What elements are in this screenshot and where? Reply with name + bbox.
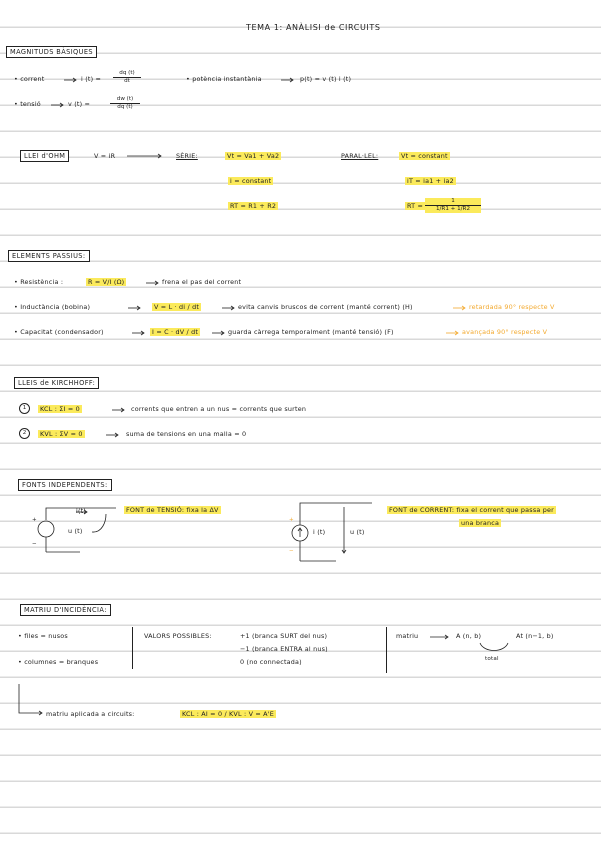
current-source-voltage: u (t): [350, 528, 365, 536]
valors-possibles-label: VALORS POSSIBLES:: [144, 632, 212, 640]
font-corrent-highlight-2: una branca: [461, 519, 500, 527]
kvl-desc: suma de tensions en una malla = 0: [126, 430, 247, 438]
font-corrent-highlight-1: FONT de CORRENT: fixa el corrent que passa per: [389, 506, 554, 514]
serie-resistance: RT = R1 + R2: [230, 202, 277, 210]
arrow-icon: [64, 78, 78, 82]
columnes-label: • columnes = branques: [18, 658, 99, 666]
current-plus-sign: +: [289, 517, 294, 523]
tensio-label: • tensió: [14, 100, 41, 108]
capacitat-label: • Capacitat (condensador): [14, 328, 104, 336]
kcl-formula: KCL : ΣI = 0: [40, 405, 80, 413]
inductancia-desc: evita canvis bruscos de corrent (manté corrent) (H): [238, 303, 413, 311]
parallel-voltage: Vt = constant: [401, 152, 448, 160]
font-tensio-highlight: FONT de TENSIÓ: fixa la ΔV: [126, 506, 219, 514]
section-header-matriu: MATRIU D'INCIDÈNCIA:: [20, 604, 111, 616]
arrow-icon: [222, 306, 236, 310]
matrix-at: At (n−1, b): [516, 632, 554, 640]
resistencia-formula: R = V/I (Ω): [88, 278, 125, 286]
corner-arrow-icon: [18, 684, 46, 718]
corrent-denominator: dt: [124, 78, 130, 84]
resistencia-label: • Resistència :: [14, 278, 64, 286]
arrow-icon: [51, 103, 65, 107]
valor-plus-one: +1 (branca SURT del nus): [240, 632, 328, 640]
total-label: total: [485, 656, 499, 662]
voltage-plus-sign: +: [32, 517, 37, 523]
orange-arrow-icon: [446, 331, 460, 335]
parallel-resistance-den: 1/R1 + 1/R2: [435, 206, 471, 212]
files-label: • files = nusos: [18, 632, 68, 640]
tensio-fraction: [110, 96, 140, 111]
current-source-diagram: [288, 495, 384, 567]
capacitat-formula: I = C · dV / dt: [152, 328, 199, 336]
number-one-badge: 1: [19, 403, 30, 414]
arrow-icon: [430, 635, 450, 639]
kvl-formula: KVL : ΣV = 0: [40, 430, 83, 438]
arrow-icon: [281, 78, 295, 82]
orange-arrow-icon: [453, 306, 467, 310]
parallel-current: iT = ia1 + ia2: [407, 177, 454, 185]
voltage-source-voltage: u (t): [68, 527, 83, 535]
serie-voltage: Vt = Va1 + Va2: [227, 152, 280, 160]
voltage-minus-sign: −: [32, 541, 37, 547]
potencia-label: • potència instantània: [186, 75, 262, 83]
matriu-aplicada-formula: KCL : AI = 0 / KVL : V = A'E: [182, 710, 274, 718]
current-minus-sign: −: [289, 548, 294, 554]
voltage-source-current: i(t): [76, 507, 87, 515]
corrent-lhs: i (t) =: [81, 75, 102, 83]
divider-line: [132, 627, 133, 669]
matriu-label: matriu: [396, 632, 419, 640]
corrent-fraction: [113, 70, 141, 85]
arrow-icon: [212, 331, 226, 335]
arrow-icon: [112, 408, 126, 412]
curved-bracket: [478, 641, 510, 655]
page-title: TEMA 1: ANÀLISI de CIRCUITS: [246, 23, 381, 32]
ohm-formula: V = iR: [94, 152, 116, 160]
section-header-fonts: FONTS INDEPENDENTS:: [18, 479, 112, 491]
tensio-lhs: v (t) =: [68, 100, 91, 108]
capacitat-note: avançada 90° respecte V: [462, 328, 548, 336]
tensio-denominator: dq (t): [117, 104, 133, 110]
inductancia-note: retardada 90° respecte V: [469, 303, 555, 311]
long-arrow-icon: [127, 154, 163, 158]
valor-minus-one: −1 (branca ENTRA al nus): [240, 645, 328, 653]
inductancia-label: • Inductància (bobina): [14, 303, 91, 311]
inductancia-formula: V = L · di / dt: [154, 303, 200, 311]
divider-line: [386, 627, 387, 673]
arrow-icon: [132, 331, 146, 335]
section-header-passius: ELEMENTS PASSIUS:: [8, 250, 90, 262]
parallel-resistance-fraction: [425, 198, 481, 213]
arrow-icon: [146, 281, 160, 285]
section-header-magnituds: MAGNITUDS BÀSIQUES: [6, 46, 97, 58]
parallel-label: PARAL·LEL:: [341, 152, 379, 160]
section-header-kirchhoff: LLEIS de KIRCHHOFF:: [14, 377, 99, 389]
current-source-current: i (t): [313, 528, 326, 536]
resistencia-desc: frena el pas del corrent: [162, 278, 242, 286]
potencia-formula: p(t) = v (t) i (t): [300, 75, 352, 83]
arrow-icon: [128, 306, 142, 310]
kcl-desc: corrents que entren a un nus = corrents que surten: [131, 405, 307, 413]
arrow-icon: [106, 433, 120, 437]
serie-label: SÈRIE:: [176, 152, 198, 160]
parallel-resistance-num: 1: [425, 198, 481, 206]
valor-zero: 0 (no connectada): [240, 658, 302, 666]
capacitat-desc: guarda càrrega temporalment (manté tensió) (F): [228, 328, 394, 336]
corrent-numerator: dq (t): [113, 70, 141, 78]
parallel-resistance-lhs: RT =: [407, 202, 424, 210]
number-two-badge: 2: [19, 428, 30, 439]
section-header-ohm: LLEI d'OHM: [20, 150, 69, 162]
corrent-label: • corrent: [14, 75, 45, 83]
matrix-a-nb: A (n, b): [456, 632, 482, 640]
tensio-numerator: dw (t): [110, 96, 140, 104]
matriu-aplicada-label: matriu aplicada a circuits:: [46, 710, 135, 718]
serie-current: i = constant: [230, 177, 272, 185]
